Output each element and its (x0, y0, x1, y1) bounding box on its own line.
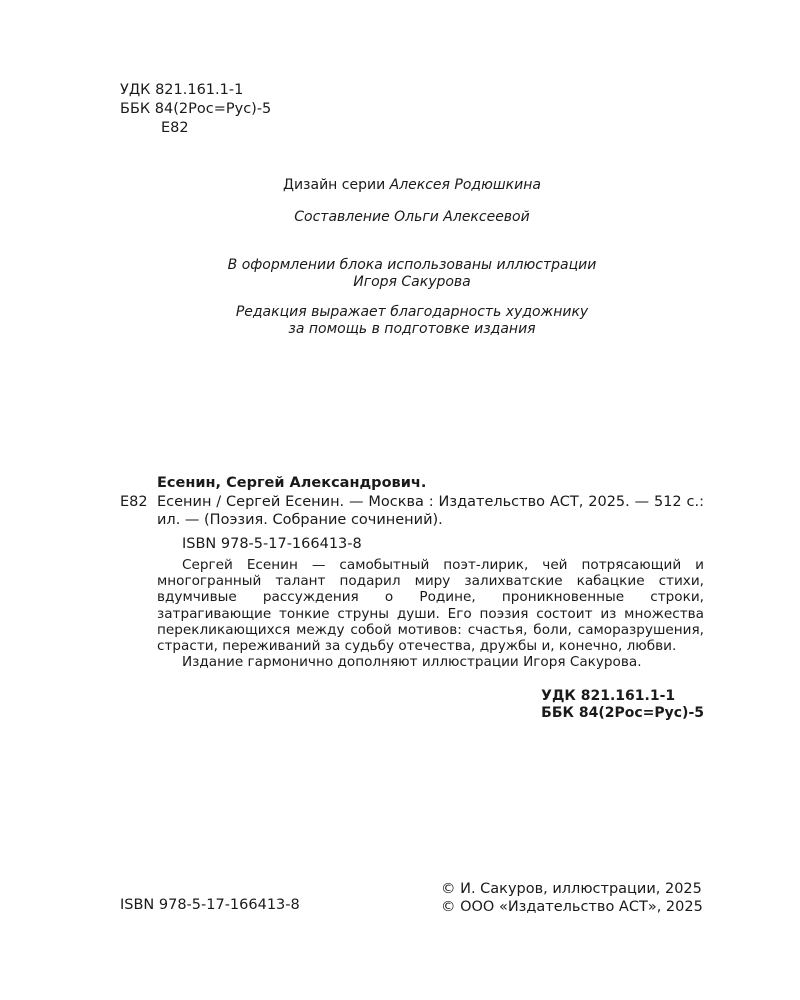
series-design-prefix: Дизайн серии (283, 177, 390, 193)
thanks-credit (0, 304, 800, 338)
author-mark: Е82 (161, 120, 189, 136)
annotation (157, 557, 704, 670)
bibliography-description: Есенин / Сергей Есенин. — Москва : Издательство АСТ, 2025. — 512 с.: ил. — (Поэзия. Собрание сочинений). (157, 494, 704, 528)
thanks-credit-line1: Редакция выражает благодарность художнику (235, 304, 589, 320)
copyright-publisher: © ООО «Издательство АСТ», 2025 (441, 899, 703, 915)
bibliography-author: Есенин, Сергей Александрович. (157, 475, 427, 491)
annotation-paragraph-1: Сергей Есенин — самобытный поэт-лирик, чей потрясающий и многогранный талант подарил миру залихватские кабацкие стихи, вдумчивые рассуждения о Родине, проникновенные строки, затрагивающие тонкие струны души. Его поэзия состоит из множества перекликающихся между собой мотивов: счастья, боли, саморазрушения, страсти, переживаний за судьбу отечества, дружбы и, конечно, любви. (157, 557, 704, 655)
classification-udk: УДК 821.161.1-1 (541, 688, 676, 704)
classification-codes-bottom (541, 688, 704, 722)
classification-bbk: ББК 84(2Рос=Рус)-5 (541, 705, 704, 721)
illustrations-credit (0, 257, 800, 291)
classification-codes-top (120, 81, 271, 138)
series-design-name: Алексея Родюшкина (389, 177, 541, 193)
copyright-illustrations: © И. Сакуров, иллюстрации, 2025 (441, 881, 702, 897)
illustrations-credit-line2: Игоря Сакурова (353, 274, 471, 290)
bibliography-code: Е82 (120, 494, 148, 510)
annotation-paragraph-2: Издание гармонично дополняют иллюстрации Игоря Сакурова. (182, 654, 642, 671)
copyright-block (441, 880, 703, 916)
bbk-code: ББК 84(2Рос=Рус)-5 (120, 101, 272, 117)
bibliography-isbn: ISBN 978-5-17-166413-8 (182, 536, 362, 552)
udk-code: УДК 821.161.1-1 (120, 82, 244, 98)
thanks-credit-line2: за помощь в подготовке издания (288, 321, 536, 337)
series-design-credit (0, 177, 800, 194)
compilation-credit: Составление Ольги Алексеевой (294, 209, 530, 225)
footer-isbn: ISBN 978-5-17-166413-8 (120, 897, 300, 913)
bibliography-record (120, 493, 704, 529)
illustrations-credit-line1: В оформлении блока использованы иллюстрации (227, 257, 597, 273)
